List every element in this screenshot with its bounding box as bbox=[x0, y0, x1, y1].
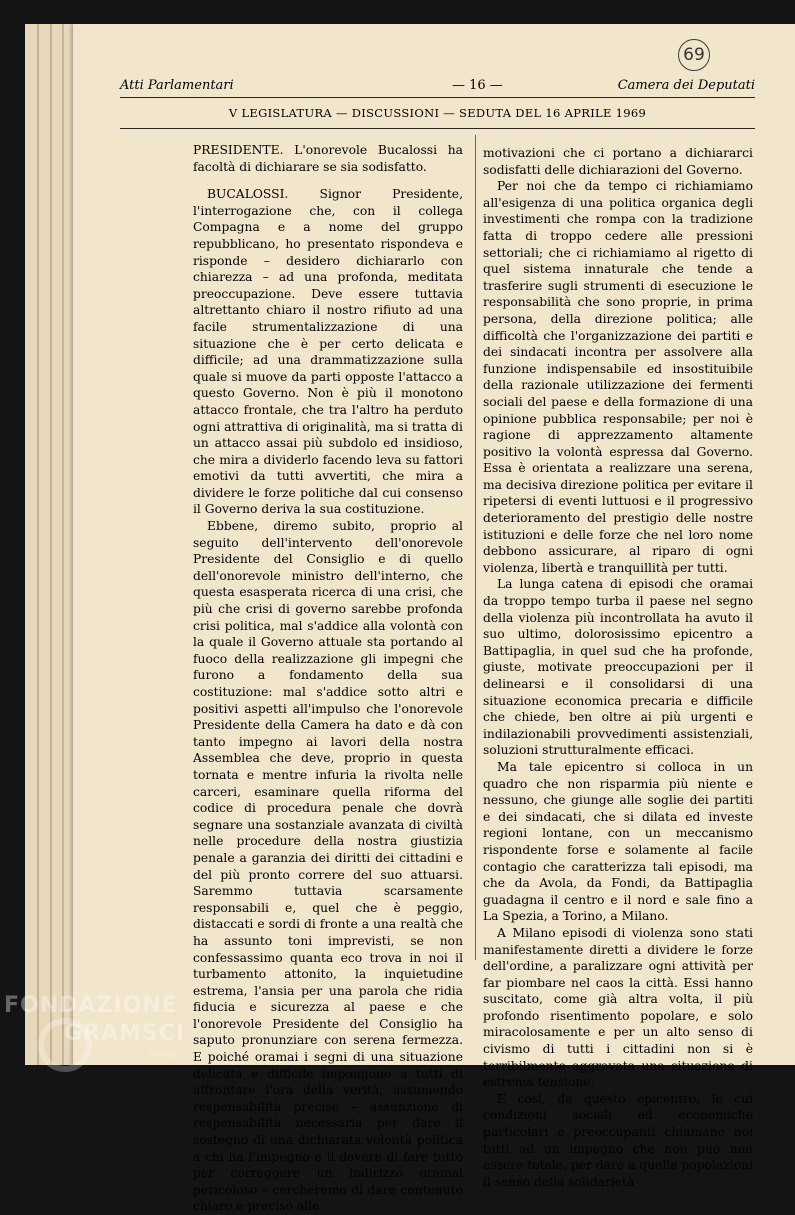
watermark-subtitle: Onlus bbox=[150, 1050, 176, 1060]
paragraph: PRESIDENTE. L'onorevole Bucalossi ha facoltà di dichiarare se sia sodisfatto. bbox=[193, 143, 463, 174]
page-edge bbox=[62, 24, 64, 1065]
paragraph: Ma tale epicentro si colloca in un quadro che non risparmia più niente e nessuno, che giunge alle soglie dei partiti e dei sindacati, che si dilata ed investe regioni lontane, con un meccanismo rispondente forse e solamente al facile contagio che caratterizza tali episodi, ma che da Avola, da Fondi, da Battipaglia guadagna il centro e il nord e sale fino a La Spezia, a Torino, a Milano. bbox=[483, 759, 753, 924]
page-edge bbox=[37, 24, 39, 1065]
watermark-line: GRAMSCI bbox=[64, 1021, 186, 1046]
paragraph: A Milano episodi di violenza sono stati manifestamente diretti a dividere le forze dell'ordine, a paralizzare ogni attività per far piombare nel caos la città. Essi hanno suscitato, come già altra volta, il più profondo risentimento popolare, e solo miracolosamente e per un alto senso di civismo di tutti i cittadini non si è terribilmente aggravata una situazione di estrema tensione. bbox=[483, 925, 753, 1090]
watermark-line: FONDAZIONE bbox=[4, 993, 178, 1018]
column-divider bbox=[475, 135, 476, 960]
session-line: V LEGISLATURA — DISCUSSIONI — SEDUTA DEL 16 APRILE 1969 bbox=[228, 106, 647, 120]
header-chamber: Camera dei Deputati bbox=[617, 78, 755, 93]
paragraph: Per noi che da tempo ci richiamiamo all'esigenza di una politica organica degli investimenti che rompa con la tradizione fatta di troppo cedere alle pressioni settoriali; che ci richiamiamo al rigetto di quel sistema innaturale che tende a trasferire sugli strumenti di esecuzione le responsabilità che sono proprie, in prima persona, della direzione politica; alle difficoltà che l'organizzazione dei partiti e dei sindacati incontra per assolvere alla funzione indispensabile ed insostituibile della razionale utilizzazione dei fermenti sociali del paese e della formazione di una opinione pubblica responsabile; per noi è ragione di apprezzamento altamente positivo la volontà espressa dal Governo. Essa è orientata a realizzare una serena, ma decisiva direzione politica per evitare il ripetersi di eventi luttuosi e il progressivo deterioramento del prestigio delle nostre istituzioni e delle forze che nel loro nome debbono assicurare, al riparo di ogni violenza, libertà e tranquillità per tutti. bbox=[483, 179, 753, 575]
paragraph: Ebbene, diremo subito, proprio al seguito dell'intervento dell'onorevole Presidente del Consiglio e di quello dell'onorevole ministro dell'interno, che questa esasperata ricerca di una crisi, che più che crisi di governo sarebbe profonda crisi politica, mal s'addice alla volontà con la quale il Governo attuale sta portando al fuoco della realizzazione gli impegni che furono a fondamento della sua costituzione: mal s'addice sotto altri e positivi aspetti all'impulso che l'onorevole Presidente della Camera ha dato e dà con tanto impegno ai lavori della nostra Assemblea che deve, proprio in questa tornata e mentre infuria la rivolta nelle carceri, esaminare quella riforma del codice di procedura penale che dovrà segnare una sostanziale avanzata di civiltà nelle procedure della nostra giustizia penale a garanzia dei diritti dei cittadini e del più pronto correre del suo attuarsi. Saremmo tuttavia scarsamente responsabili e, quel che è peggio, distaccati e sordi di fronte a una realtà che ha assunto toni imprevisti, se non confessassimo quanta eco trova in noi il turbamento attonito, la inquietudine estrema, l'ansia per una parola che ridia fiducia e sicurezza al paese e che l'onorevole Presidente del Consiglio ha saputo pronunziare con serena fermezza. E poiché oramai i segni di una situazione delicata e difficile impongono a tutti di affrontare l'ora della verità, assumendo responsabilità precise – assunzione di responsabilità necessaria per dare il sostegno di una dichiarata volontà politica a chi ha l'impegno e il dovere di fare tutto per correggere un indirizzo oramai pericoloso – cercheremo di dare contenuto chiaro e preciso alle bbox=[193, 519, 463, 1214]
right-column bbox=[483, 145, 753, 1190]
paragraph: E così, da questo epicentro, le cui condizioni sociali ed economiche particolari e preoccupanti chiamano noi tutti ad un impegno che non può non essere totale, per dare a quelle popolazioni il senso della solidarietà bbox=[483, 1091, 753, 1189]
handwritten-page-number: 69 bbox=[678, 39, 710, 71]
session-rule bbox=[120, 128, 755, 129]
paragraph: La lunga catena di episodi che oramai da troppo tempo turba il paese nel segno della violenza più incontrollata ha avuto il suo ultimo, dolorosissimo epicentro a Battipaglia, in quel sud che ha profonde, giuste, motivate preoccupazioni per il delinearsi e il consolidarsi di una situazione economica precaria e difficile che chiede, ben oltre ai più urgenti e indilazionabili provvedimenti assistenziali, soluzioni strutturalmente efficaci. bbox=[483, 577, 753, 758]
page-edge bbox=[50, 24, 52, 1065]
header-publication: Atti Parlamentari bbox=[120, 78, 234, 93]
paragraph: BUCALOSSI. Signor Presidente, l'interrogazione che, con il collega Compagna e a nome del gruppo repubblicano, ho presentato rispondeva e risponde – desidero dichiararlo con chiarezza – ad una profonda, meditata preoccupazione. Deve essere tuttavia altrettanto chiaro il nostro rifiuto ad una facile strumentalizzazione di una situazione che è per certo delicata e difficile; ad una drammatizzazione sulla quale si muove da parti opposte l'attacco a questo Governo. Non è più il monotono attacco frontale, che tra l'altro ha perduto ogni attrattiva di originalità, ma si tratta di un attacco assai più subdolo ed insidioso, che mira a dividerlo facendo leva su fattori emotivi da tutti avvertiti, che mira a dividere le forze politiche dal cui consenso il Governo deriva la sua costituzione. bbox=[193, 187, 463, 517]
header-page-number: — 16 — bbox=[452, 78, 503, 93]
left-column bbox=[193, 142, 463, 1215]
header-rule bbox=[120, 97, 755, 98]
watermark bbox=[4, 992, 185, 1048]
paragraph: motivazioni che ci portano a dichiararci sodisfatti delle dichiarazioni del Governo. bbox=[483, 146, 753, 177]
